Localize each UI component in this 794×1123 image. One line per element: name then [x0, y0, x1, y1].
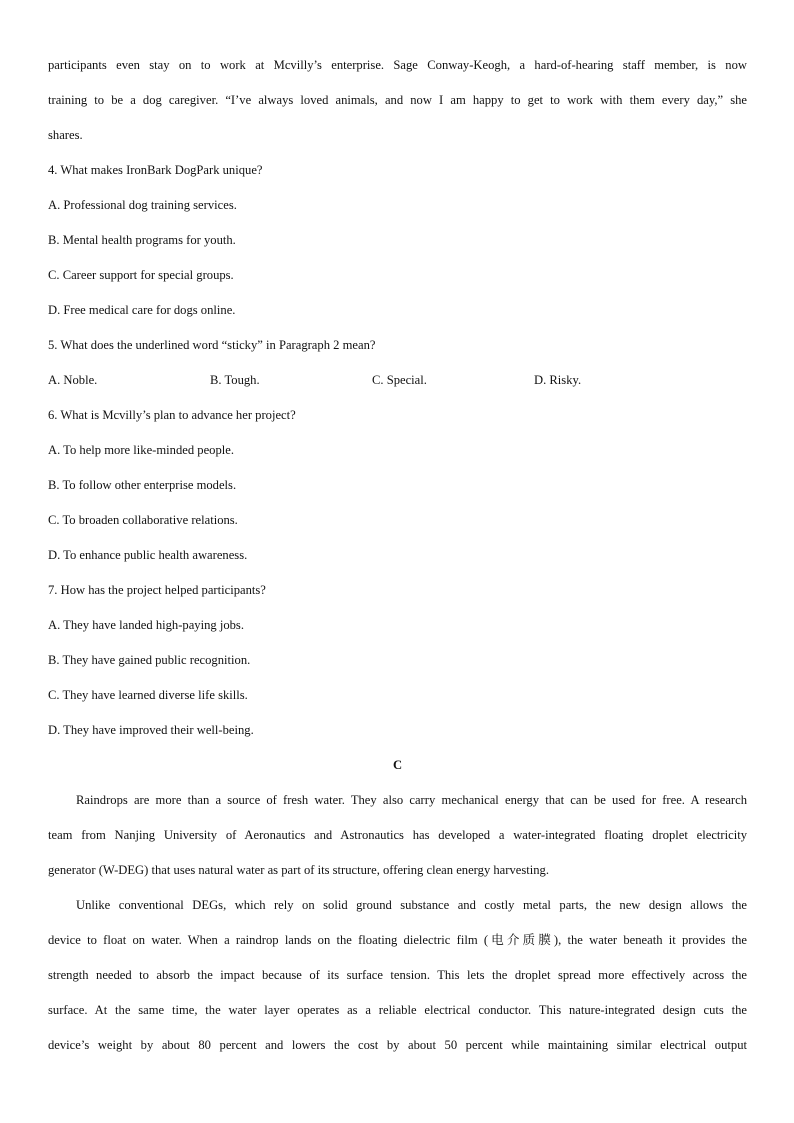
question-5-option-c: C. Special.: [372, 373, 427, 387]
question-6-option-a: A. To help more like-minded people.: [48, 443, 234, 457]
question-4-option-d: D. Free medical care for dogs online.: [48, 303, 236, 317]
question-4-option-a: A. Professional dog training services.: [48, 198, 237, 212]
question-7-stem: 7. How has the project helped participants?: [48, 583, 266, 597]
passage-b-line-2: training to be a dog caregiver. “I’ve always loved animals, and now I am happy to get to work with them every day,” she: [48, 93, 747, 107]
section-c-para2-line-3: strength needed to absorb the impact because of its surface tension. This lets the droplet spread more effectively across the: [48, 968, 747, 982]
question-6-option-d: D. To enhance public health awareness.: [48, 548, 248, 562]
section-c-heading: C: [392, 758, 403, 772]
section-c-para1-line-3: generator (W-DEG) that uses natural water as part of its structure, offering clean energy harvesting.: [48, 863, 549, 877]
section-c-para2-line-2: device to float on water. When a raindrop lands on the floating dielectric film (电介质膜), the water beneath it provides the: [48, 933, 747, 947]
section-c-para1-line-1: Raindrops are more than a source of fresh water. They also carry mechanical energy that can be used for free. A research: [76, 793, 747, 807]
question-5-options: [48, 363, 747, 398]
question-7-option-d: D. They have improved their well-being.: [48, 723, 254, 737]
question-5-option-b: B. Tough.: [210, 373, 260, 387]
section-c-para1-line-2: team from Nanjing University of Aeronautics and Astronautics has developed a water-integrated floating droplet electricity: [48, 828, 747, 842]
question-4-option-b: B. Mental health programs for youth.: [48, 233, 236, 247]
document-page: [48, 48, 747, 1063]
question-7-option-b: B. They have gained public recognition.: [48, 653, 251, 667]
section-c-para2-line-1: Unlike conventional DEGs, which rely on solid ground substance and costly metal parts, the new design allows the: [76, 898, 747, 912]
question-5-stem: 5. What does the underlined word “sticky” in Paragraph 2 mean?: [48, 338, 376, 352]
question-6-option-c: C. To broaden collaborative relations.: [48, 513, 238, 527]
question-5-option-d: D. Risky.: [534, 373, 582, 387]
passage-b-line-3: shares.: [48, 128, 83, 142]
section-c-para2-line-4: surface. At the same time, the water layer operates as a reliable electrical conductor. This nature-integrated design cuts the: [48, 1003, 747, 1017]
question-6-stem: 6. What is Mcvilly’s plan to advance her project?: [48, 408, 296, 422]
question-7-option-c: C. They have learned diverse life skills.: [48, 688, 248, 702]
question-4-stem: 4. What makes IronBark DogPark unique?: [48, 163, 263, 177]
question-4-option-c: C. Career support for special groups.: [48, 268, 234, 282]
section-c-para2-line-5: device’s weight by about 80 percent and lowers the cost by about 50 percent while maintaining similar electrical output: [48, 1038, 747, 1052]
question-7-option-a: A. They have landed high-paying jobs.: [48, 618, 244, 632]
passage-b-line-1: participants even stay on to work at Mcvilly’s enterprise. Sage Conway-Keogh, a hard-of-hearing staff member, is now: [48, 58, 747, 72]
question-5-option-a: A. Noble.: [48, 373, 98, 387]
question-6-option-b: B. To follow other enterprise models.: [48, 478, 237, 492]
